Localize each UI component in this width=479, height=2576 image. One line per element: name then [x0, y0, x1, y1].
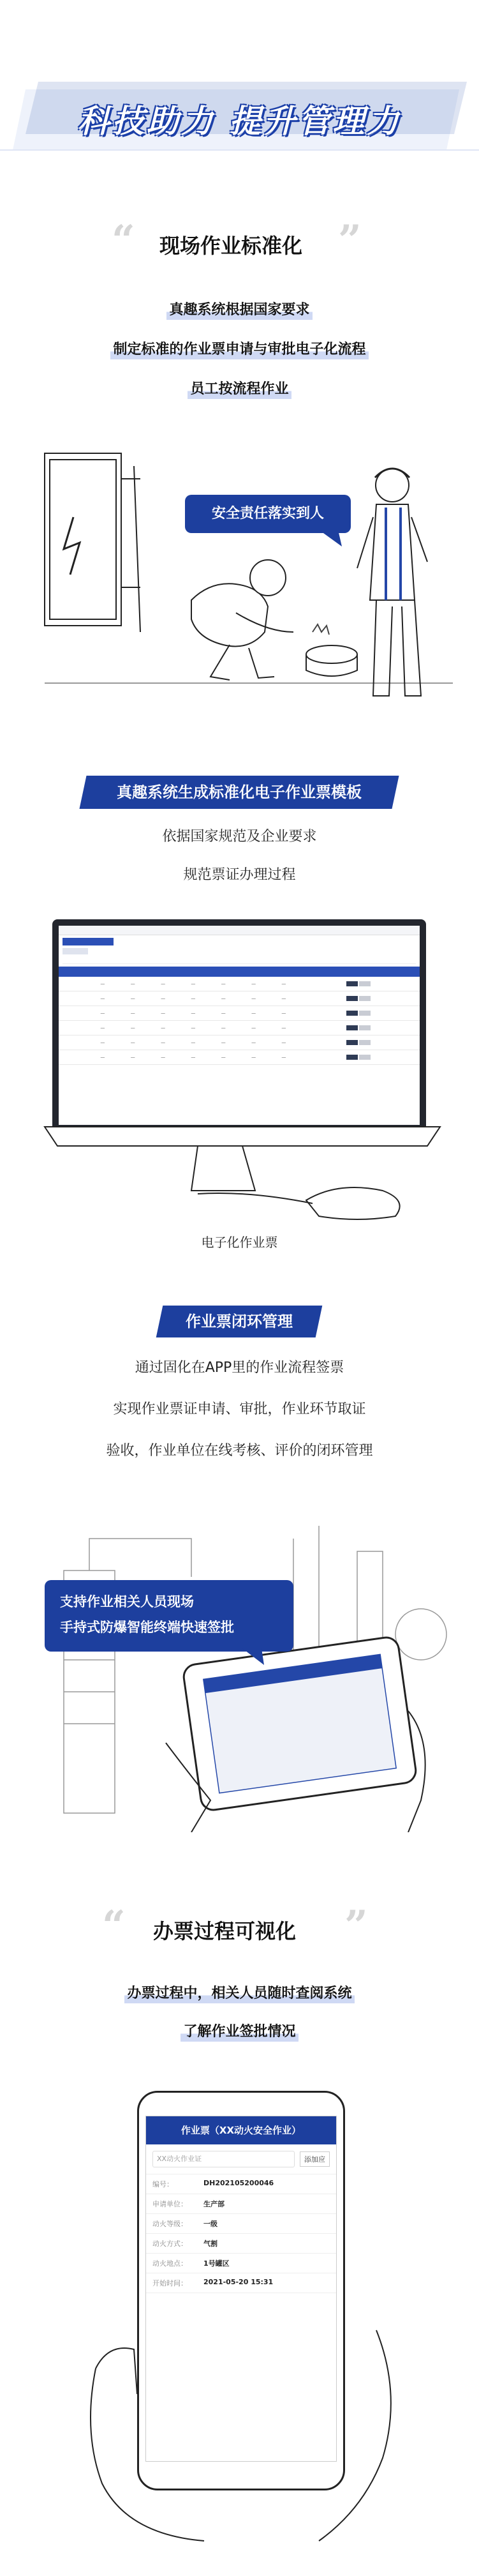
section1-line-3: 员工按流程作业 — [188, 378, 291, 399]
section4-line-1: 办票过程中，相关人员随时查阅系统 — [124, 1982, 354, 2003]
section2-ribbon-text: 真趣系统生成标准化电子作业票模板 — [117, 783, 362, 801]
list-item: 编号： DH20210520004​6 — [146, 2174, 336, 2194]
section2-caption: 电子化作业票 — [201, 1235, 278, 1250]
phone-header — [146, 2116, 336, 2144]
section-closed-loop — [0, 1296, 479, 1883]
open-quote-icon: “ — [102, 1902, 126, 1950]
section3-bubble — [45, 1580, 293, 1652]
close-quote-icon: ” — [344, 1902, 368, 1950]
list-item: 动火等级： 一级 — [146, 2214, 336, 2234]
close-quote-icon: ” — [338, 216, 362, 264]
section3-ribbon-text: 作业票闭环管理 — [186, 1313, 293, 1330]
workers-illustration — [38, 441, 459, 734]
bubble-tail-icon — [242, 1648, 268, 1668]
section1-line-1: 真趣系统根据国家要求 — [166, 299, 312, 320]
section3-bubble-line-2: 手持式防爆智能终端快速签批 — [60, 1620, 234, 1635]
section-standardization — [0, 204, 479, 753]
list-item: 动火地点： 1号罐区 — [146, 2254, 336, 2273]
section-template — [0, 763, 479, 1286]
table-row[interactable]: — — — — — — — — [59, 1036, 420, 1050]
phone-screen — [145, 2116, 337, 2462]
list-item: 开始时间： 2021-05-20 15:31 — [146, 2273, 336, 2293]
section2-ribbon — [79, 776, 399, 809]
bubble-tail-icon — [319, 530, 344, 549]
section4-title: 办票过程可视化 — [153, 1919, 297, 1943]
section3-ribbon — [156, 1306, 323, 1337]
laptop-screen — [52, 919, 426, 1131]
section3-bubble-line-1: 支持作业相关人员现场 — [60, 1594, 194, 1609]
open-quote-icon: “ — [112, 216, 135, 264]
list-item: 申请单位： 生产部 — [146, 2194, 336, 2214]
permit-table — [59, 967, 420, 1065]
phone-header-title: 作业票（XX动火安全作业） — [181, 2125, 302, 2136]
section2-line-1: 依据国家规范及企业要求 — [162, 829, 317, 845]
phone-search-input[interactable]: XX动火作业证 — [152, 2151, 295, 2167]
section4-line-2: 了解作业签批情况 — [181, 2021, 298, 2042]
list-item: 动火方式： 气割 — [146, 2234, 336, 2254]
table-row[interactable]: — — — — — — — — [59, 1006, 420, 1021]
banner-title: 科技助力 提升管理力 — [77, 103, 402, 140]
table-row[interactable]: — — — — — — — — [59, 1050, 420, 1065]
laptop-base-illustration — [38, 1120, 446, 1229]
section3-line-1: 通过固化在APP里的作业流程签票 — [135, 1360, 344, 1376]
top-banner — [0, 0, 479, 204]
section2-line-2: 规范票证办理过程 — [183, 867, 296, 883]
phone-search-button[interactable]: 添加应 — [300, 2151, 330, 2167]
section1-bubble — [185, 495, 351, 533]
section1-title: 现场作业标准化 — [159, 234, 303, 258]
section1-line-2: 制定标准的作业票申请与审批电子化流程 — [110, 338, 368, 359]
section1-bubble-text: 安全责任落实到人 — [211, 506, 324, 522]
table-row[interactable]: — — — — — — — — [59, 991, 420, 1006]
section-visualization — [0, 1890, 479, 2576]
table-row[interactable]: — — — — — — — — [59, 1021, 420, 1036]
phone-frame — [137, 2091, 345, 2490]
table-row[interactable]: — — — — — — — — [59, 977, 420, 991]
section3-line-2: 实现作业票证申请、审批，作业环节取证 — [113, 1401, 366, 1417]
section3-line-3: 验收，作业单位在线考核、评价的闭环管理 — [106, 1443, 373, 1459]
